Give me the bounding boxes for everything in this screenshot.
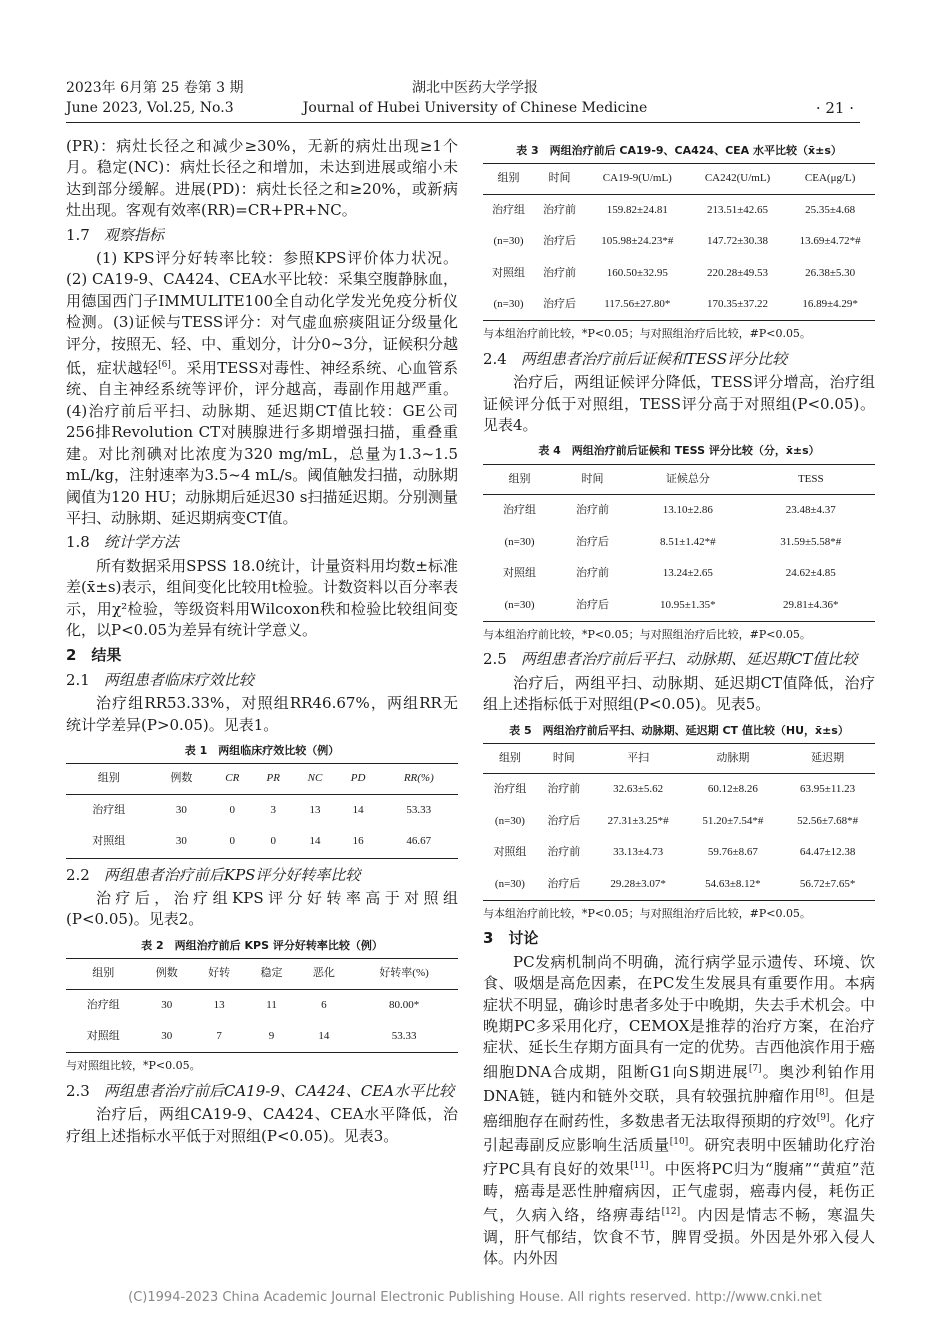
issue-cn: 2023年 6月第 25 卷第 3 期: [66, 80, 244, 96]
citation: [7]: [748, 1063, 762, 1074]
table-header: 组别: [483, 743, 537, 773]
table-header: TESS: [747, 464, 875, 494]
paragraph: 治疗后，两组平扫、动脉期、延迟期CT值降低，治疗组上述指标低于对照组(P<0.05)。见表5。: [483, 673, 875, 714]
issue-en: June 2023, Vol.25, No.3: [66, 100, 234, 116]
table-row: 治疗组 治疗前 32.63±5.62 60.12±8.26 63.95±11.23: [493, 783, 856, 796]
table-row: (n=30) 治疗后 117.56±27.80* 170.35±37.22 16.89±4.29*: [493, 298, 858, 311]
citation: [9]: [816, 1112, 830, 1123]
left-column: [66, 136, 458, 1147]
table-row: 对照组 30 7 9 14 53.33: [86, 1030, 417, 1043]
paragraph: (1) KPS评分好转率比较：参照KPS评价体力状况。(2) CA19-9、CA424、CEA水平比较：采集空腹静脉血，用德国西门子IMMULITE100全自动化学发光免疫分析仪检测。(3)证候与TESS评分：对气虚血瘀痰阻证分级量化评分，按照无、轻、中、重划分，计分0~3分，证候积分越低，症状越轻[6]。采用TESS对毒性、神经系统、心血管系统、自主神经系统等评价，评分越高，毒副作用越严重。(4)治疗前后平扫、动脉期、延迟期CT值比较：GE公司256排Revolution CT对胰腺进行多期增强扫描，重叠重建。对比剂碘对比浓度为320 mg/mL，总量为1.3~1.5 mL/kg，注射速率为3.5~4 mL/s。阈值触发扫描，动脉期阈值为120 HU；动脉期后延迟30 s扫描延迟期。分别测量平扫、动脉期、延迟期病变CT值。: [66, 249, 458, 527]
table-caption: 表 4 两组治疗前后证候和 TESS 评分比较（分，x̄±s）: [538, 444, 820, 458]
table-row: 治疗组 30 0 3 13 14 53.33: [92, 803, 432, 816]
paragraph: 治疗后，治疗组KPS评分好转率高于对照组(P<0.05)。见表2。: [66, 889, 458, 929]
citation: [10]: [669, 1137, 689, 1148]
section-heading: 2.1 两组患者临床疗效比较: [66, 670, 254, 689]
paragraph: 治疗后，两组CA19-9、CA424、CEA水平降低，治疗组上述指标水平低于对照组(P<0.05)。见表3。: [66, 1105, 458, 1145]
section-heading: 1.7 观察指标: [66, 225, 164, 244]
table-note: 与对照组比较，*P<0.05。: [66, 1059, 201, 1073]
table-row: (n=30) 治疗后 29.28±3.07* 54.63±8.12* 56.72±7.65*: [494, 877, 856, 890]
table-header: 组别: [483, 164, 534, 194]
table-1: [66, 763, 458, 858]
table-row: 治疗组 治疗前 159.82±24.81 213.51±42.65 25.35±4.68: [491, 203, 856, 216]
citation: [8]: [815, 1088, 829, 1099]
table-header: PR: [253, 764, 293, 794]
table-header: 时间: [534, 164, 585, 194]
table-5: [483, 743, 875, 901]
table-header: CEA(μg/L): [785, 164, 875, 194]
copyright-footer: (C)1994-2023 China Academic Journal Electronic Publishing House. All rights reserved. http://www.cnki.net: [128, 1290, 822, 1305]
journal-title: [0, 78, 950, 118]
page-number: · 21 ·: [815, 99, 854, 117]
table-header: RR(%): [380, 764, 458, 794]
header-rule: [66, 122, 860, 123]
table-note: 与本组治疗前比较，*P<0.05；与对照组治疗后比较，#P<0.05。: [483, 906, 811, 920]
section-heading: 2.5 两组患者治疗前后平扫、动脉期、延迟期CT值比较: [483, 650, 858, 669]
section-heading: 2.3 两组患者治疗前后CA19-9、CA424、CEA水平比较: [66, 1081, 455, 1100]
table-note: 与本组治疗前比较，*P<0.05；与对照组治疗后比较，#P<0.05。: [483, 327, 811, 341]
table-header: 平扫: [591, 743, 686, 773]
table-header: 稳定: [245, 959, 297, 989]
paragraph: PC发病机制尚不明确，流行病学显示遗传、环境、饮食、吸烟是高危因素，在PC发生发展具有重要作用。本病症状不明显，确诊时患者多处于中晚期，失去手术机会。中晚期PC多采用化疗，CEMOX是推荐的治疗方案，在治疗症状、延长生存期方面具有一定的优势。吉西他滨作用于癌细胞DNA合成期，阻断G1向S期进展[7]。奥沙利铂作用DNA链，链内和链外交联，具有较强抗肿瘤作用[8]。但是癌细胞存在耐药性，多数患者无法取得预期的疗效[9]。化疗引起毒副反应影响生活质量[10]。研究表明中医辅助化疗治疗PC具有良好的效果[11]。中医将PC归为“腹痛”“黄疸”范畴，癌毒是恶性肿瘤病因，正气虚弱，癌毒内侵，耗伤正气，久病入络，络痹毒结[12]。内因是情志不畅，寒温失调，肝气郁结，饮食不节，脾胃受损。外因是外邪入侵人体。内外因: [483, 952, 876, 1268]
table-caption: 表 2 两组治疗前后 KPS 评分好转率比较（例）: [141, 938, 383, 952]
table-2: [66, 958, 458, 1053]
paragraph: 所有数据采用SPSS 18.0统计，计量资料用均数±标准差(x̄±s)表示，组间变化比较用t检验。计数资料以百分率表示，用χ²检验，等级资料用Wilcoxon秩和检验比较组间变化，以P<0.05为差异有统计学意义。: [66, 556, 458, 639]
table-row: (n=30) 治疗后 8.51±1.42*# 31.59±5.58*#: [504, 535, 842, 548]
table-header: 时间: [556, 464, 629, 494]
table-header: 证候总分: [629, 464, 747, 494]
paragraph: 治疗后，两组证候评分降低，TESS评分增高，治疗组证候评分低于对照组，TESS评分高于对照组(P<0.05)。见表4。: [483, 373, 875, 435]
paragraph: 治疗组RR53.33%，对照组RR46.67%，两组RR无统计学差异(P>0.05)。见表1。: [66, 694, 458, 734]
table-header: CA19-9(U/mL): [585, 164, 690, 194]
table-header: PD: [337, 764, 380, 794]
table-row: 对照组 30 0 0 14 16 46.67: [92, 835, 432, 848]
table-header: NC: [293, 764, 336, 794]
table-header: 好转: [193, 959, 245, 989]
table-row: (n=30) 治疗后 27.31±3.25*# 51.20±7.54*# 52.56±7.68*#: [494, 814, 859, 827]
table-header: 组别: [66, 959, 141, 989]
paragraph: (PR)：病灶长径之和减少≥30%，无新的病灶出现≥1个月。稳定(NC)：病灶长径之和增加，未达到进展或缩小未达到部分缓解。进展(PD)：病灶长径之和≥20%，或新病灶出现。客观有效率(RR)=CR+PR+NC。: [66, 137, 458, 220]
citation: [11]: [630, 1161, 649, 1172]
table-header: 恶化: [298, 959, 350, 989]
section-heading: 2.4 两组患者治疗前后证候和TESS评分比较: [483, 349, 788, 368]
table-caption: 表 5 两组治疗前后平扫、动脉期、延迟期 CT 值比较（HU，x̄±s）: [509, 723, 849, 737]
table-header: 时间: [537, 743, 591, 773]
section-heading: 1.8 统计学方法: [66, 533, 179, 552]
section-heading: 3 讨论: [483, 929, 539, 948]
citation: [6]: [158, 360, 171, 371]
section-heading: 2.2 两组患者治疗前后KPS评分好转率比较: [66, 865, 361, 884]
table-header: 例数: [141, 959, 193, 989]
citation: [12]: [661, 1207, 681, 1218]
table-row: (n=30) 治疗后 10.95±1.35* 29.81±4.36*: [504, 598, 839, 611]
section-heading: 2 结果: [66, 646, 122, 665]
table-3: [483, 163, 875, 321]
table-note: 与本组治疗前比较，*P<0.05；与对照组治疗后比较，#P<0.05。: [483, 627, 811, 641]
table-row: 对照组 治疗前 13.24±2.65 24.62±4.85: [503, 567, 836, 580]
table-row: 治疗组 30 13 11 6 80.00*: [86, 998, 420, 1011]
table-header: CA242(U/mL): [690, 164, 786, 194]
table-header: 好转率(%): [350, 959, 458, 989]
table-4: [483, 464, 875, 622]
table-row: 对照组 治疗前 33.13±4.73 59.76±8.67 64.47±12.38: [493, 846, 856, 859]
right-column: [483, 140, 875, 1269]
journal-en: Journal of Hubei University of Chinese Medicine: [302, 100, 648, 116]
table-header: 组别: [66, 764, 151, 794]
table-caption: 表 1 两组临床疗效比较（例）: [184, 743, 340, 757]
table-header: 动脉期: [685, 743, 780, 773]
table-header: 延迟期: [780, 743, 875, 773]
table-header: CR: [211, 764, 253, 794]
table-row: (n=30) 治疗后 105.98±24.23*# 147.72±30.38 13.69±4.72*#: [493, 235, 861, 248]
table-header: 例数: [151, 764, 211, 794]
table-caption: 表 3 两组治疗前后 CA19-9、CA424、CEA 水平比较（x̄±s）: [516, 144, 842, 157]
journal-cn: 湖北中医药大学学报: [412, 80, 538, 96]
table-row: 治疗组 治疗前 13.10±2.86 23.48±4.37: [503, 504, 836, 517]
table-row: 对照组 治疗前 160.50±32.95 220.28±49.53 26.38±5.30: [491, 266, 856, 279]
table-header: 组别: [483, 464, 556, 494]
